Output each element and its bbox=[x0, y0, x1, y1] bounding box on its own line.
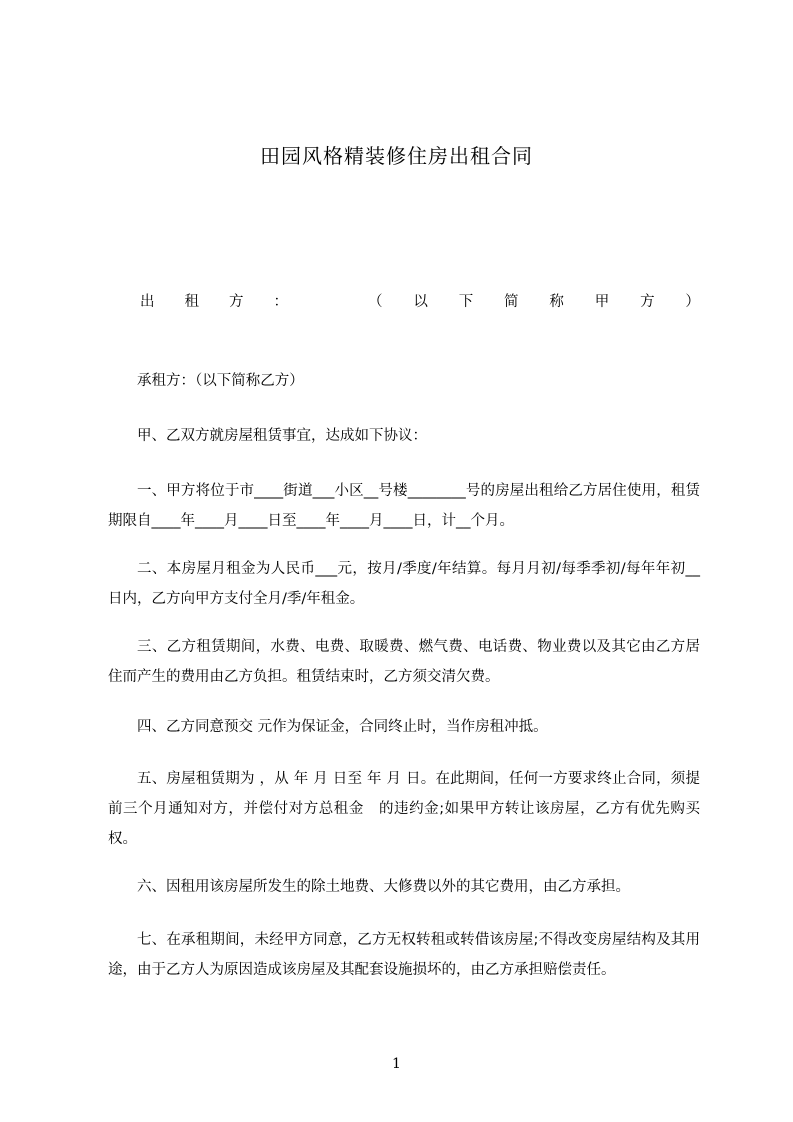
clause-6: 六、因租用该房屋所发生的除土地费、大修费以外的其它费用，由乙方承担。 bbox=[137, 879, 630, 895]
lessor-label-char: ： bbox=[273, 294, 288, 310]
preamble: 甲、乙双方就房屋租赁事宜，达成如下协议： bbox=[137, 428, 427, 444]
lessee-line: 承租方：（以下简称乙方） bbox=[137, 373, 304, 389]
clause-4: 四、乙方同意预交 元作为保证金，合同终止时，当作房租冲抵。 bbox=[137, 719, 548, 735]
lessor-note-char: 简 bbox=[504, 294, 519, 310]
lessor-note-char: 以 bbox=[413, 294, 428, 310]
clause-7: 七、在承租期间，未经甲方同意，乙方无权转租或转借该房屋;不得改变房屋结构及其用途，由于乙方人为原因造成该房屋及其配套设施损坏的，由乙方承担赔偿责任。 bbox=[108, 932, 700, 978]
lessor-label-char: 租 bbox=[184, 294, 199, 310]
lessor-label bbox=[140, 290, 288, 314]
lessor-note-char: （ bbox=[368, 294, 383, 310]
page-number: 1 bbox=[392, 1056, 401, 1072]
clause-2: 二、本房屋月租金为人民币___元，按月/季度/年结算。每月月初/每季季初/每年年初__日内，乙方向甲方支付全月/季/年租金。 bbox=[108, 561, 700, 607]
clause-5: 五、房屋租赁期为 ，从 年 月 日至 年 月 日。在此期间，任何一方要求终止合同，须提前三个月通知对方，并偿付对方总租金 的违约金;如果甲方转让该房屋，乙方有优先购买权。 bbox=[108, 771, 700, 847]
lessor-note-char: 称 bbox=[549, 294, 564, 310]
contract-title: 田园风格精装修住房出租合同 bbox=[260, 144, 533, 168]
lessor-note-char: 方 bbox=[640, 294, 655, 310]
lessor-note-char: 下 bbox=[458, 294, 474, 310]
lessor-note-char: ） bbox=[685, 294, 700, 310]
lessor-note-char: 甲 bbox=[594, 294, 610, 310]
clause-1: 一、甲方将位于市____街道___小区__号楼________号的房屋出租给乙方居住使用，租赁期限自____年____月____日至____年____月____日，计__个月。 bbox=[108, 483, 700, 529]
lessor-label-char: 方 bbox=[229, 294, 244, 310]
clause-3: 三、乙方租赁期间，水费、电费、取暖费、燃气费、电话费、物业费以及其它由乙方居住而产生的费用由乙方负担。租赁结束时，乙方须交清欠费。 bbox=[108, 639, 700, 685]
lessor-note bbox=[368, 290, 700, 314]
lessor-label-char: 出 bbox=[140, 294, 155, 310]
